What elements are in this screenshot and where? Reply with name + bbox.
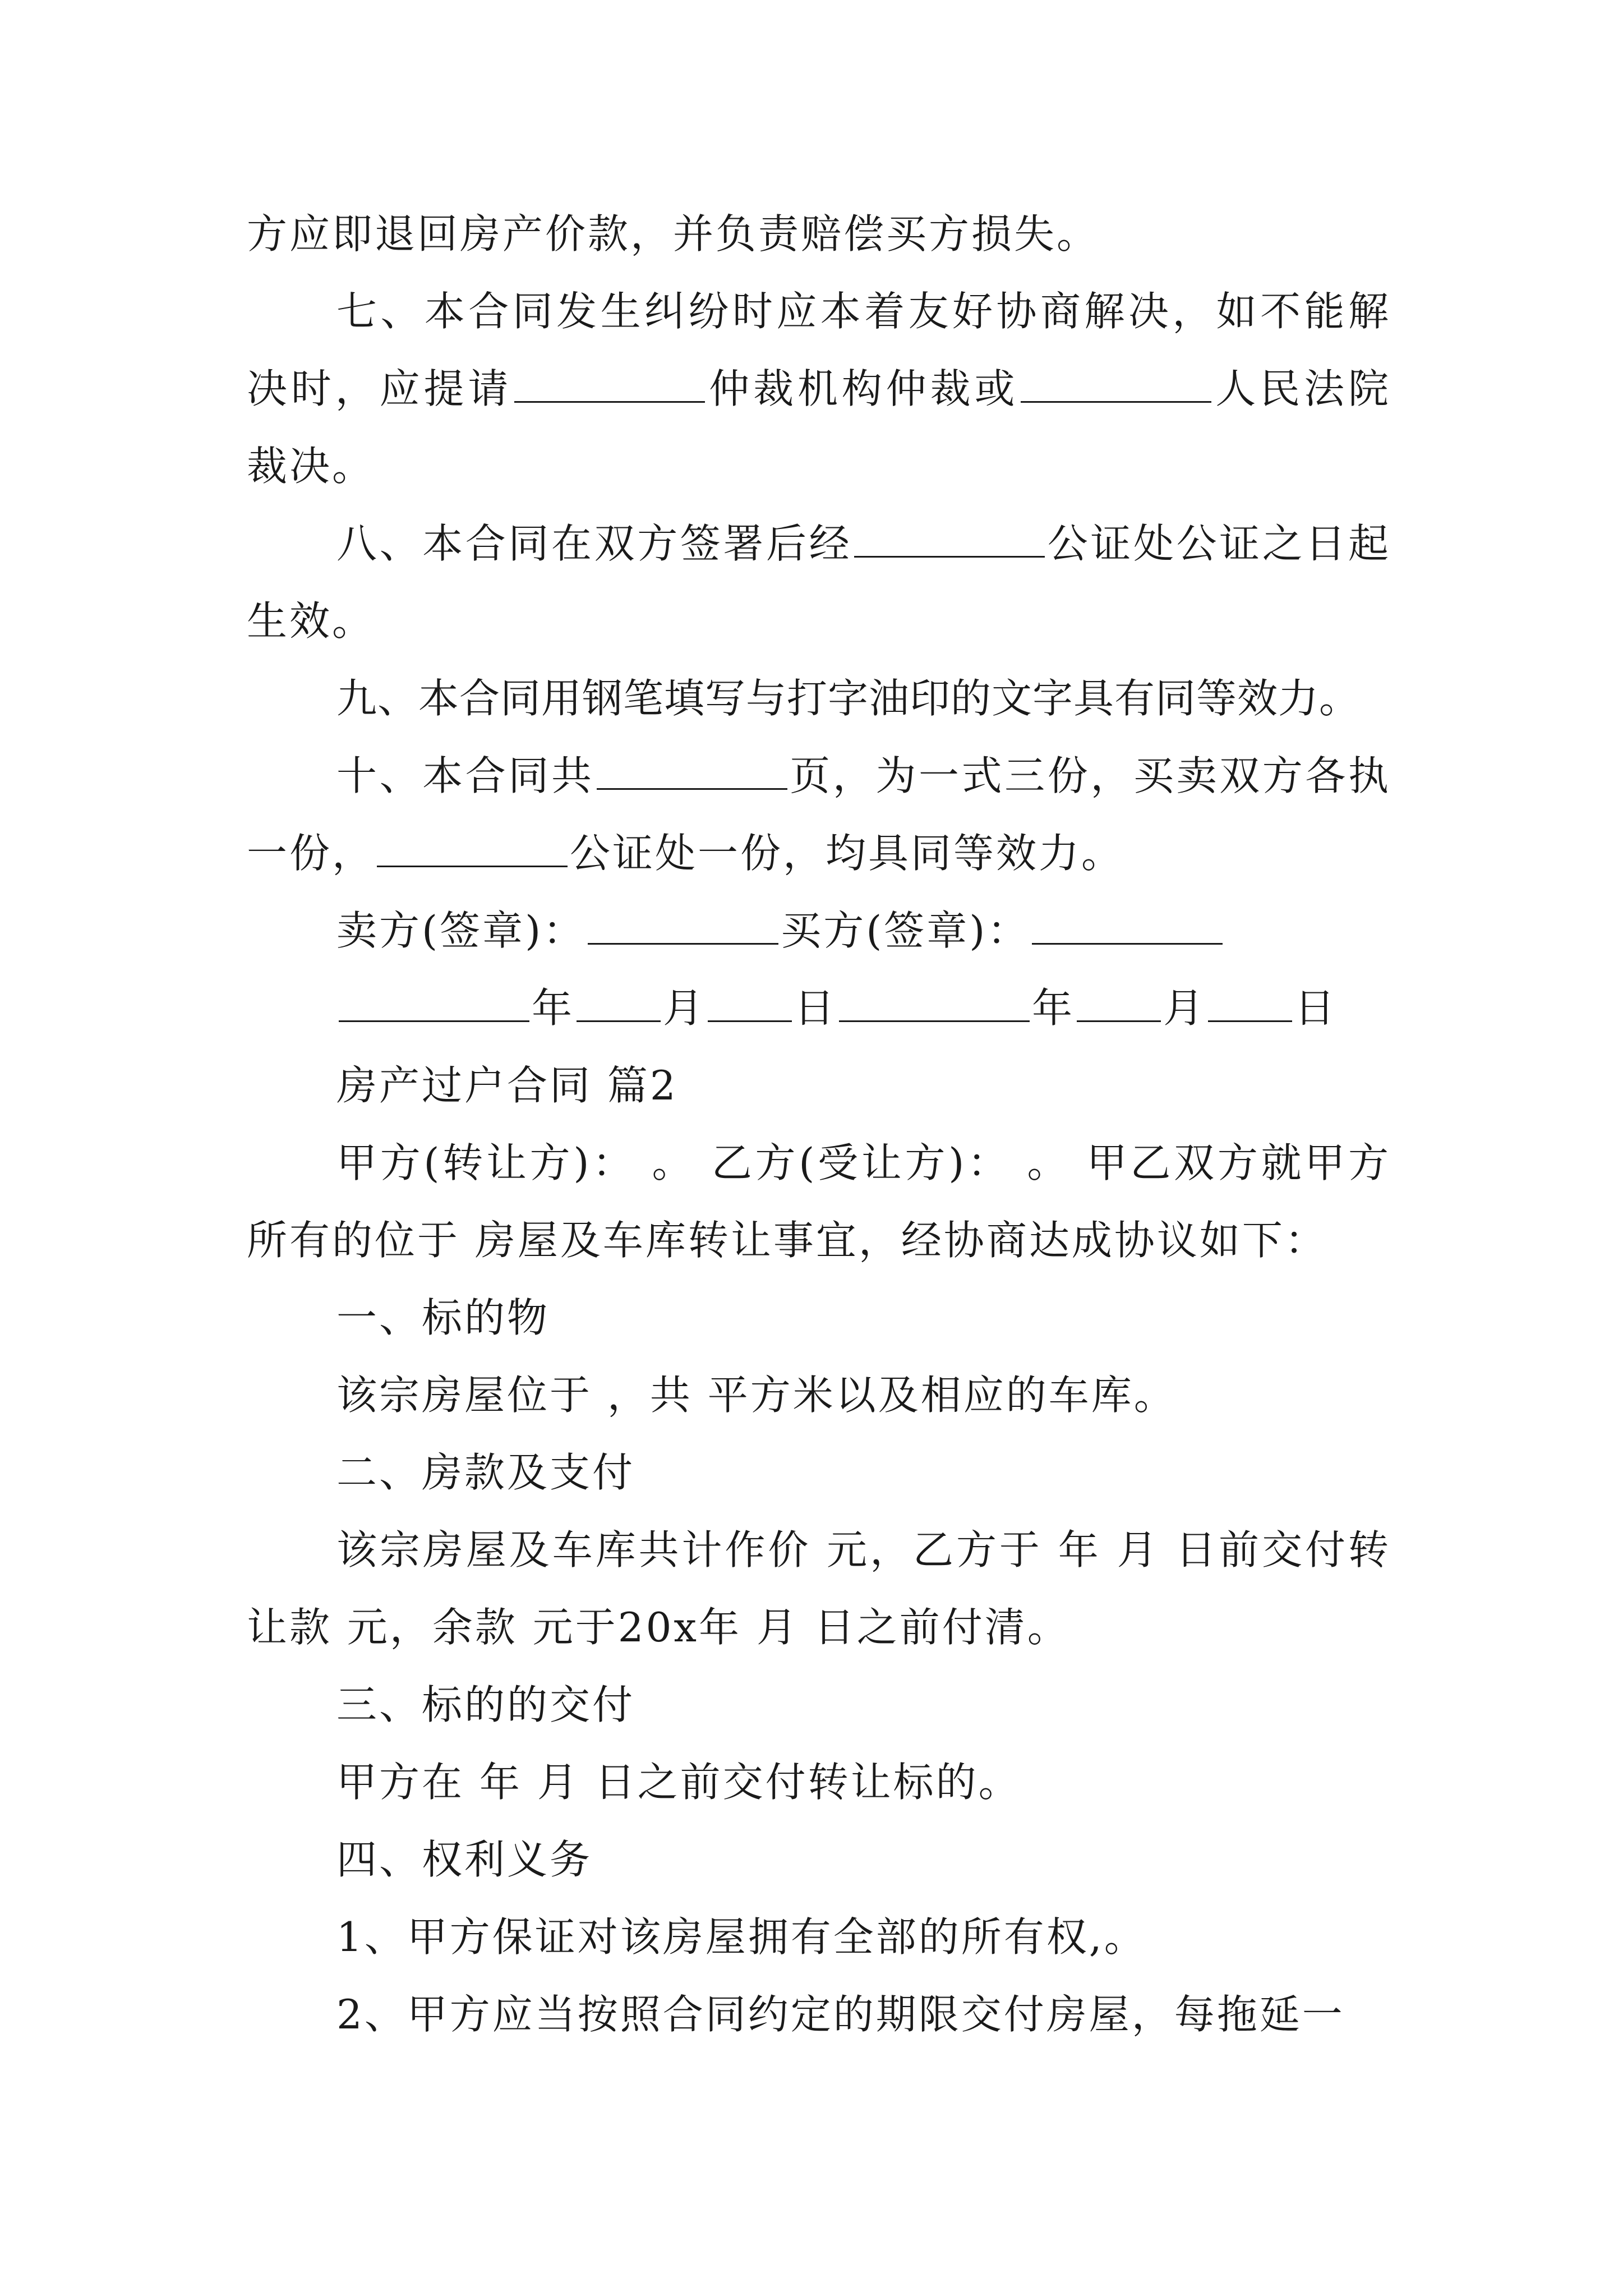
paragraph-subject	[247, 1356, 1391, 1434]
paragraph-article-10	[247, 737, 1391, 892]
date-day-label: 日	[1294, 984, 1338, 1032]
date-day-label: 日	[794, 984, 837, 1032]
paragraph-text: 一、标的物	[336, 1294, 550, 1341]
blank-line	[339, 980, 529, 1022]
blank-line	[708, 980, 792, 1022]
document-body	[247, 195, 1391, 2053]
blank-line	[577, 980, 661, 1022]
date-year-label: 年	[1032, 984, 1075, 1032]
paragraph-text: 页，为一式三份，买卖双方各执一份，	[247, 752, 1391, 877]
paragraph-right-1	[247, 1898, 1391, 1976]
paragraph-text: 1、甲方保证对该房屋拥有全部的所有权,。	[336, 1913, 1147, 1961]
section-title	[247, 1047, 1391, 1124]
seller-signature-label: 卖方(签章)：	[336, 907, 586, 954]
paragraph-article-7	[247, 273, 1391, 505]
date-month-label: 月	[663, 984, 706, 1032]
date-year-label: 年	[532, 984, 575, 1032]
paragraph-text: 三、标的的交付	[336, 1681, 635, 1728]
paragraph-right-2	[247, 1976, 1391, 2053]
blank-line	[1032, 903, 1223, 945]
blank-line	[1077, 980, 1161, 1022]
paragraph-text: 二、房款及支付	[336, 1449, 635, 1496]
heading-delivery	[247, 1666, 1391, 1743]
paragraph-text: 十、本合同共	[336, 752, 594, 799]
paragraph-signatures	[247, 892, 1391, 969]
paragraph-text: 人民法院裁决。	[247, 365, 1391, 490]
blank-line	[1208, 980, 1292, 1022]
paragraph-text: 房产过户合同 篇2	[336, 1062, 678, 1109]
paragraph-dates	[247, 969, 1391, 1047]
paragraph-text: 甲方(转让方)： 。 乙方(受让方)： 。 甲乙双方就甲方所有的位于 房屋及车库转让事宜，经协商达成协议如下：	[247, 1139, 1391, 1264]
paragraph-text: 该宗房屋及车库共计作价 元，乙方于 年 月 日前交付转让款 元，余款 元于20x年 月 日之前付清。	[247, 1526, 1391, 1651]
paragraph-text: 八、本合同在双方签署后经	[336, 520, 852, 567]
paragraph-text: 公证处公证之日起生效。	[247, 520, 1391, 645]
heading-subject	[247, 1279, 1391, 1356]
paragraph-text: 该宗房屋位于 ，共 平方米以及相应的车库。	[336, 1372, 1177, 1419]
heading-payment	[247, 1434, 1391, 1511]
paragraph-article-8	[247, 505, 1391, 660]
blank-line	[377, 825, 568, 867]
paragraph-text: 七、本合同发生纠纷时应本着友好协商解决，如不能解决时，应提请	[247, 288, 1391, 412]
paragraph-delivery	[247, 1743, 1391, 1821]
paragraph-text: 2、甲方应当按照合同约定的期限交付房屋，每拖延一	[336, 1991, 1345, 2038]
paragraph-refund	[247, 195, 1391, 273]
paragraph-text: 四、权利义务	[336, 1836, 593, 1883]
heading-rights	[247, 1821, 1391, 1898]
blank-line	[597, 748, 787, 790]
date-month-label: 月	[1163, 984, 1206, 1032]
blank-line	[854, 516, 1045, 558]
blank-line	[839, 980, 1030, 1022]
blank-line	[514, 361, 705, 403]
paragraph-payment	[247, 1511, 1391, 1666]
paragraph-text: 甲方在 年 月 日之前交付转让标的。	[336, 1759, 1021, 1806]
blank-line	[588, 903, 778, 945]
paragraph-article-9	[247, 660, 1391, 737]
paragraph-text: 仲裁机构仲裁或	[707, 365, 1019, 412]
paragraph-text: 公证处一份，均具同等效力。	[570, 830, 1124, 877]
paragraph-parties	[247, 1124, 1391, 1279]
paragraph-text: 方应即退回房产价款，并负责赔偿买方损失。	[247, 210, 1100, 257]
buyer-signature-label: 买方(签章)：	[781, 907, 1030, 954]
blank-line	[1021, 361, 1211, 403]
paragraph-text: 九、本合同用钢笔填写与打字油印的文字具有同等效力。	[336, 675, 1361, 722]
